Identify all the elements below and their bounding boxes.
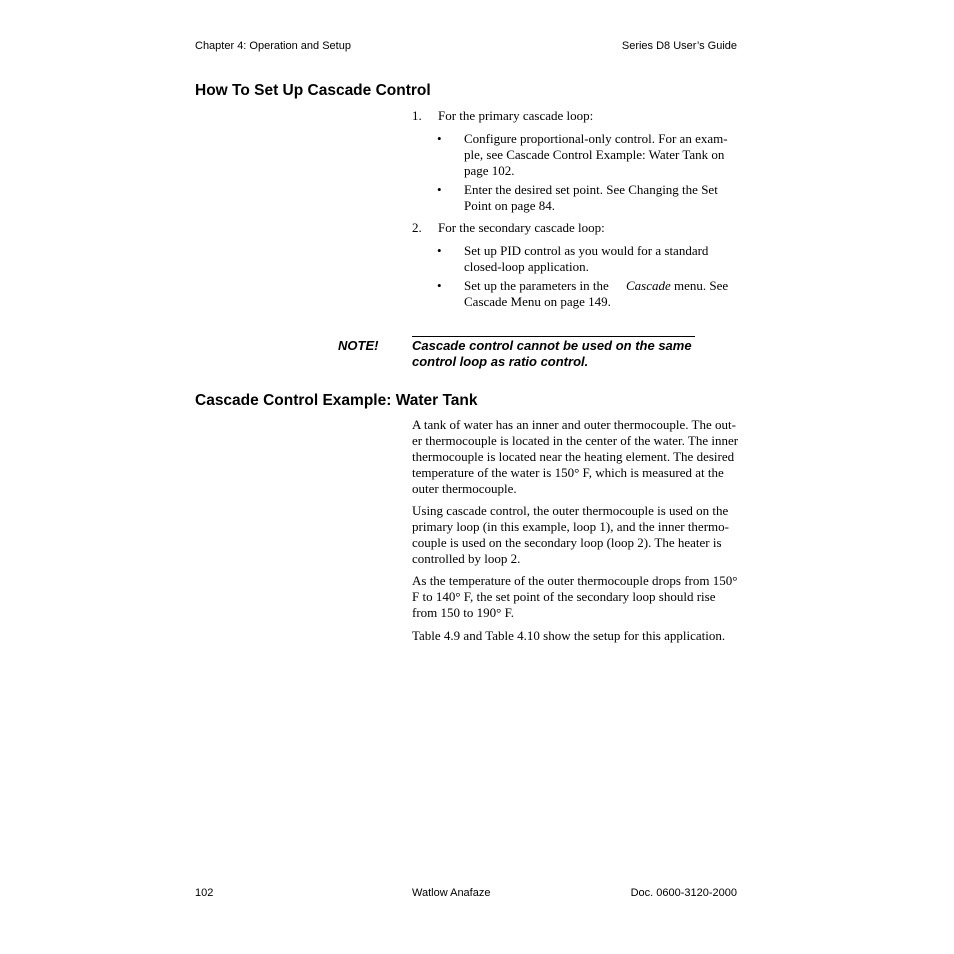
bullet-glyph: • <box>437 243 442 258</box>
page-number: 102 <box>195 887 214 899</box>
paragraph-line: thermocouple is located near the heating element. The desired <box>412 449 735 464</box>
note-text <box>412 338 712 370</box>
note-line: Cascade control cannot be used on the same <box>412 338 692 353</box>
paragraph-line: Table 4.9 and Table 4.10 show the setup for this application. <box>412 628 726 643</box>
section-heading-setup-cascade: How To Set Up Cascade Control <box>195 82 431 99</box>
paragraph-line: As the temperature of the outer thermocouple drops from 150° <box>412 573 738 588</box>
paragraph-line: temperature of the water is 150° F, which is measured at the <box>412 465 724 480</box>
bullet-line: Enter the desired set point. See Changing the Set <box>464 182 718 197</box>
paragraph-line: er thermocouple is located in the center of the water. The inner <box>412 433 739 448</box>
paragraph-line: controlled by loop 2. <box>412 551 521 566</box>
running-header-chapter: Chapter 4: Operation and Setup <box>195 40 351 52</box>
bullet-line: Cascade Menu on page 149. <box>464 294 611 309</box>
step-1-label: For the primary cascade loop: <box>438 108 594 123</box>
step-1-number: 1. <box>412 108 422 123</box>
paragraph-line: couple is used on the secondary loop (loop 2). The heater is <box>412 535 722 550</box>
paragraph-3 <box>412 573 748 621</box>
paragraph-line: primary loop (in this example, loop 1), and the inner thermo- <box>412 519 729 534</box>
step-2-number: 2. <box>412 220 422 235</box>
bullet-glyph: • <box>437 278 442 293</box>
bullet-line <box>464 278 734 294</box>
paragraph-line: A tank of water has an inner and outer thermocouple. The out- <box>412 417 736 432</box>
bullet-text: menu. See <box>674 278 729 293</box>
bullet-glyph: • <box>437 131 442 146</box>
paragraph-2 <box>412 503 748 567</box>
bullet-glyph: • <box>437 182 442 197</box>
bullet-line: Point on page 84. <box>464 198 555 213</box>
paragraph-line: Using cascade control, the outer thermocouple is used on the <box>412 503 729 518</box>
note-label: NOTE! <box>338 338 379 353</box>
cascade-menu-name: Cascade <box>626 278 671 293</box>
paragraph-4 <box>412 628 748 644</box>
bullet-text: Set up the parameters in the <box>464 278 609 293</box>
section-heading-water-tank: Cascade Control Example: Water Tank <box>195 392 478 409</box>
note-divider <box>412 336 695 337</box>
running-header-guide: Series D8 User’s Guide <box>621 40 737 52</box>
paragraph-line: from 150 to 190° F. <box>412 605 515 620</box>
paragraph-line: outer thermocouple. <box>412 481 517 496</box>
bullet-line: Set up PID control as you would for a standard <box>464 243 709 258</box>
bullet-line: closed-loop application. <box>464 259 589 274</box>
footer-company: Watlow Anafaze <box>412 887 491 899</box>
bullet-line: Configure proportional-only control. For an exam- <box>464 131 728 146</box>
bullet-line: ple, see Cascade Control Example: Water Tank on <box>464 147 725 162</box>
note-line: control loop as ratio control. <box>412 354 589 369</box>
paragraph-line: F to 140° F, the set point of the secondary loop should rise <box>412 589 716 604</box>
step-2-label: For the secondary cascade loop: <box>438 220 605 235</box>
footer-doc-number: Doc. 0600-3120-2000 <box>630 887 737 899</box>
paragraph-1 <box>412 417 748 497</box>
bullet-line: page 102. <box>464 163 515 178</box>
